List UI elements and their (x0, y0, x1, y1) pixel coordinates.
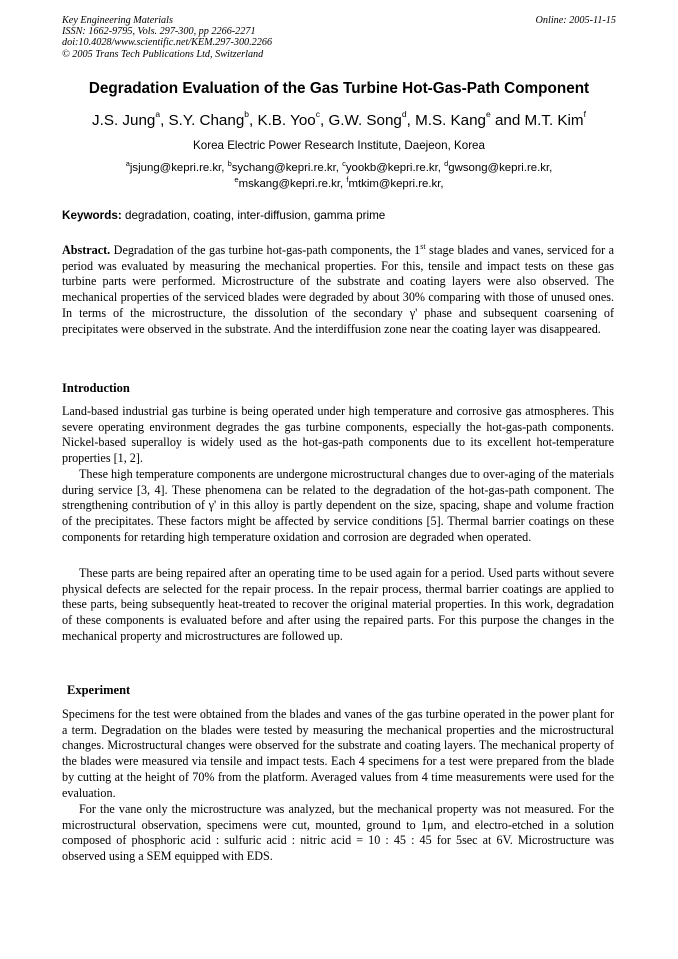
author-name: J.S. Jung (92, 112, 156, 129)
email-mark: a (125, 159, 130, 168)
introduction-paragraph: Land-based industrial gas turbine is being operated under high temperature and corrosive gas atmospheres. This severe operating environment degrades the gas turbine components, especially the hot-gas-path components. Nickel-based superalloy is widely used as the hot-gas-path components due to its excellent hot-temperature properties [1, 2]. (62, 404, 614, 466)
email-address: gwsong@kepri.re.kr, (448, 162, 553, 174)
experiment-heading: Experiment (67, 683, 131, 697)
email-line (0, 176, 678, 192)
email-mark: e (234, 175, 239, 184)
paper-title: Degradation Evaluation of the Gas Turbine Hot-Gas-Path Component (88, 80, 590, 97)
journal-name: Key Engineering Materials (62, 15, 173, 26)
author-mark: c (315, 109, 320, 119)
abstract-label: Abstract. (62, 243, 111, 257)
journal-issn: ISSN: 1662-9795, Vols. 297-300, pp 2266-2271 (62, 26, 256, 38)
journal-doi: doi:10.4028/www.scientific.net/KEM.297-300.2266 (62, 37, 273, 49)
author-name: S.Y. Chang (168, 112, 245, 129)
author-name: K.B. Yoo (257, 112, 316, 129)
email-line (0, 160, 678, 176)
introduction-paragraph: These high temperature components are undergone microstructural changes due to over-aging of the materials during service [3, 4]. These phenomena can be related to the degradation of the hot-gas-path component. The strengthening contribution of γ' in this alloy is partly dependent on the size, spacing, shape and volume fraction of the precipitates. These factors might be affected by service conditions [5]. Thermal barrier coatings on these components for retarding high temperature oxidation and corrosion are degraded when operated. (62, 467, 614, 544)
author-mark: e (486, 109, 491, 119)
author-mark: a (155, 109, 161, 119)
author-mark: f (583, 109, 586, 119)
keywords-label: Keywords: (62, 209, 122, 222)
email-mark: b (227, 159, 232, 168)
online-date: Online: 2005-11-15 (535, 15, 616, 26)
journal-header (62, 15, 272, 60)
author-mark: b (244, 109, 249, 119)
keywords-text: degradation, coating, inter-diffusion, gamma prime (121, 209, 386, 222)
experiment-paragraph: For the vane only the microstructure was analyzed, but the mechanical property was not measured. For the microstructural observation, specimens were cut, mounted, ground to 1μm, and electro-etched in a solution composed of phosphoric acid : sulfuric acid : nitric acid = 10 : 45 : 45 for 5sec at 6V. Microstructure was observed using a SEM equipped with EDS. (62, 802, 614, 864)
author-list: J.S. Jung$^a$, S.Y. Chang$^b$, K.B. Yoo$^c$, G.W. Song$^d$, M.S. Kang$^e$ and M.T. Kim$^f$ (92, 109, 586, 129)
email-address: jsjung@kepri.re.kr, (129, 162, 228, 174)
keywords (62, 209, 617, 222)
email-mark: d (444, 159, 449, 168)
author-name: M.S. Kang (415, 112, 486, 129)
email-address: mskang@kepri.re.kr, (238, 178, 347, 190)
author-name: G.W. Song (328, 112, 402, 129)
email-address: yookb@kepri.re.kr, (345, 162, 445, 174)
email-mark: f (346, 175, 349, 184)
affiliation: Korea Electric Power Research Institute, Daejeon, Korea (193, 139, 485, 152)
introduction-paragraph: These parts are being repaired after an operating time to be used again for a period. Used parts without severe physical defects are selected for the repair process. In the repair process, thermal barrier coatings are applied to these parts, being subsequently heat-treated to recover the original material properties. In this work, degradation of these components is evaluated before and after using the repaired parts. For this purpose the changes in the mechanical property and microstructures are followed up. (62, 566, 614, 643)
journal-copyright: © 2005 Trans Tech Publications Ltd, Switzerland (62, 48, 264, 60)
online-date-header (536, 15, 616, 26)
email-address: mtkim@kepri.re.kr, (348, 178, 444, 190)
author-emails (0, 160, 678, 192)
abstract: Abstract. Degradation of the gas turbine hot-gas-path components, the 1st stage blades and vanes, serviced for a period was evaluated by measuring the mechanical properties. For this, tensile and impact tests on these gas turbine parts were performed. Microstructure of the substrate and coating layers were also observed. The mechanical properties of the serviced blades were degraded by about 30% comparing with those of unused ones. In terms of the microstructure, the dissolution of the secondary γ' phase and subsequent coarsening of precipitates were observed in the substrate. And the interdiffusion zone near the coating layer was disappeared. (62, 242, 614, 336)
author-mark: d (401, 109, 407, 119)
author-name: M.T. Kim (524, 112, 584, 129)
experiment-paragraph: Specimens for the test were obtained from the blades and vanes of the gas turbine operated in the power plant for a term. Degradation on the blades were tested by measuring the mechanical properties and the microstructural changes. Microstructural changes were observed for the substrate and coating layers. The mechanical property of the blades were measured via tensile and impact tests. Each 4 specimens for a test were prepared from the blade by cutting at the height of 70% from the platform. Averaged values from 4 time measurements were used for the evaluation. (62, 707, 614, 800)
email-address: sychang@kepri.re.kr, (231, 162, 343, 174)
introduction-heading: Introduction (62, 381, 130, 395)
email-mark: c (342, 159, 346, 168)
